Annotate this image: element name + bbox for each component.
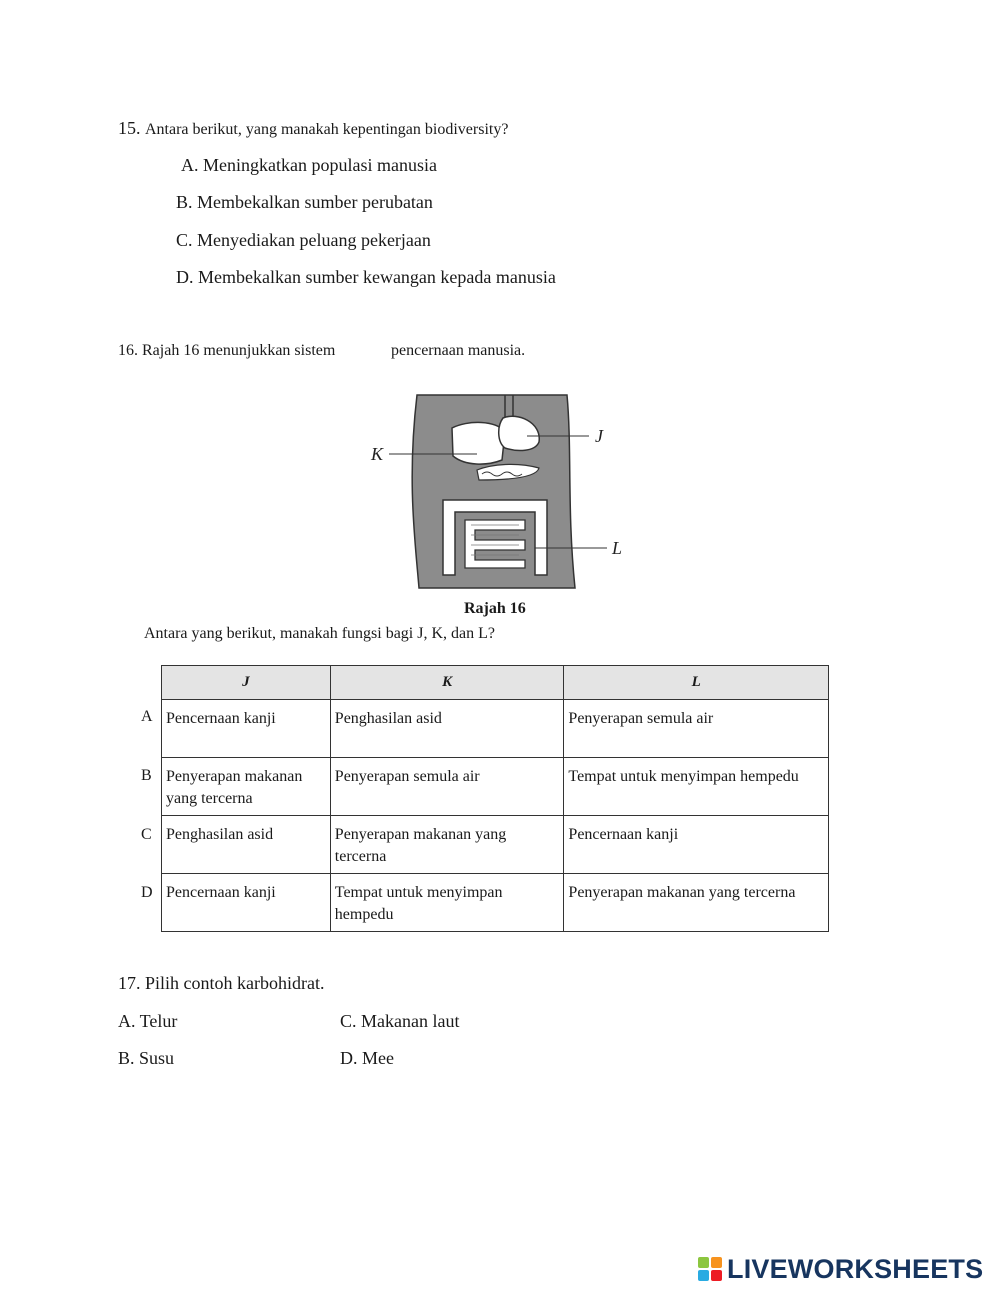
q16-stem-part1: 16. Rajah 16 menunjukkan sistem xyxy=(118,342,336,359)
cell-b-l: Tempat untuk menyimpan hempedu xyxy=(564,758,829,816)
row-label-a: A xyxy=(141,708,153,725)
cell-b-j: Penyerapan makanan yang tercerna xyxy=(162,758,331,816)
row-label-d: D xyxy=(141,884,153,901)
cell-a-k: Penghasilan asid xyxy=(330,700,564,758)
q15-option-d[interactable]: D. Membekalkan sumber kewangan kepada manusia xyxy=(176,267,556,287)
cell-d-j: Pencernaan kanji xyxy=(162,874,331,932)
q15-option-b[interactable]: B. Membekalkan sumber perubatan xyxy=(176,192,433,212)
liveworksheets-logo[interactable] xyxy=(697,1254,983,1284)
cell-c-l: Pencernaan kanji xyxy=(564,816,829,874)
q16-stem-part2: pencernaan manusia. xyxy=(391,342,526,359)
logo-tiles-icon xyxy=(697,1256,723,1282)
q17-option-d[interactable]: D. Mee xyxy=(340,1048,394,1068)
cell-c-k: Penyerapan makanan yang tercerna xyxy=(330,816,564,874)
logo-text: LIVEWORKSHEETS xyxy=(727,1253,984,1284)
label-l: L xyxy=(612,538,623,558)
label-j: J xyxy=(595,426,603,446)
q15-stem: Antara berikut, yang manakah kepentingan biodiversity? xyxy=(145,121,509,138)
cell-b-k: Penyerapan semula air xyxy=(330,758,564,816)
cell-d-k: Tempat untuk menyimpan hempedu xyxy=(330,874,564,932)
cell-a-l: Penyerapan semula air xyxy=(564,700,829,758)
answer-table xyxy=(161,665,829,932)
figure-caption: Rajah 16 xyxy=(464,600,526,617)
q17-option-b[interactable]: B. Susu xyxy=(118,1048,175,1068)
table-header-row xyxy=(162,666,829,700)
row-label-c: C xyxy=(141,826,152,843)
cell-a-j: Pencernaan kanji xyxy=(162,700,331,758)
table-row[interactable] xyxy=(162,816,829,874)
table-row[interactable] xyxy=(162,758,829,816)
header-k: K xyxy=(330,666,564,700)
label-k: K xyxy=(371,444,384,464)
row-label-b: B xyxy=(141,767,152,784)
q17-option-c[interactable]: C. Makanan laut xyxy=(340,1011,460,1031)
q16-question: Antara yang berikut, manakah fungsi bagi J, K, dan L? xyxy=(144,625,496,642)
q17-stem: 17. Pilih contoh karbohidrat. xyxy=(118,973,325,993)
cell-c-j: Penghasilan asid xyxy=(162,816,331,874)
table-row[interactable] xyxy=(162,874,829,932)
header-j: J xyxy=(162,666,331,700)
table-row[interactable] xyxy=(162,700,829,758)
q15-line xyxy=(118,118,508,139)
q17-option-a[interactable]: A. Telur xyxy=(118,1011,178,1031)
q15-option-a[interactable]: A. Meningkatkan populasi manusia xyxy=(181,155,437,175)
header-l: L xyxy=(564,666,829,700)
digestive-system-figure xyxy=(367,390,633,590)
cell-d-l: Penyerapan makanan yang tercerna xyxy=(564,874,829,932)
q15-option-c[interactable]: C. Menyediakan peluang pekerjaan xyxy=(176,230,431,250)
q15-number: 15. xyxy=(118,118,141,138)
